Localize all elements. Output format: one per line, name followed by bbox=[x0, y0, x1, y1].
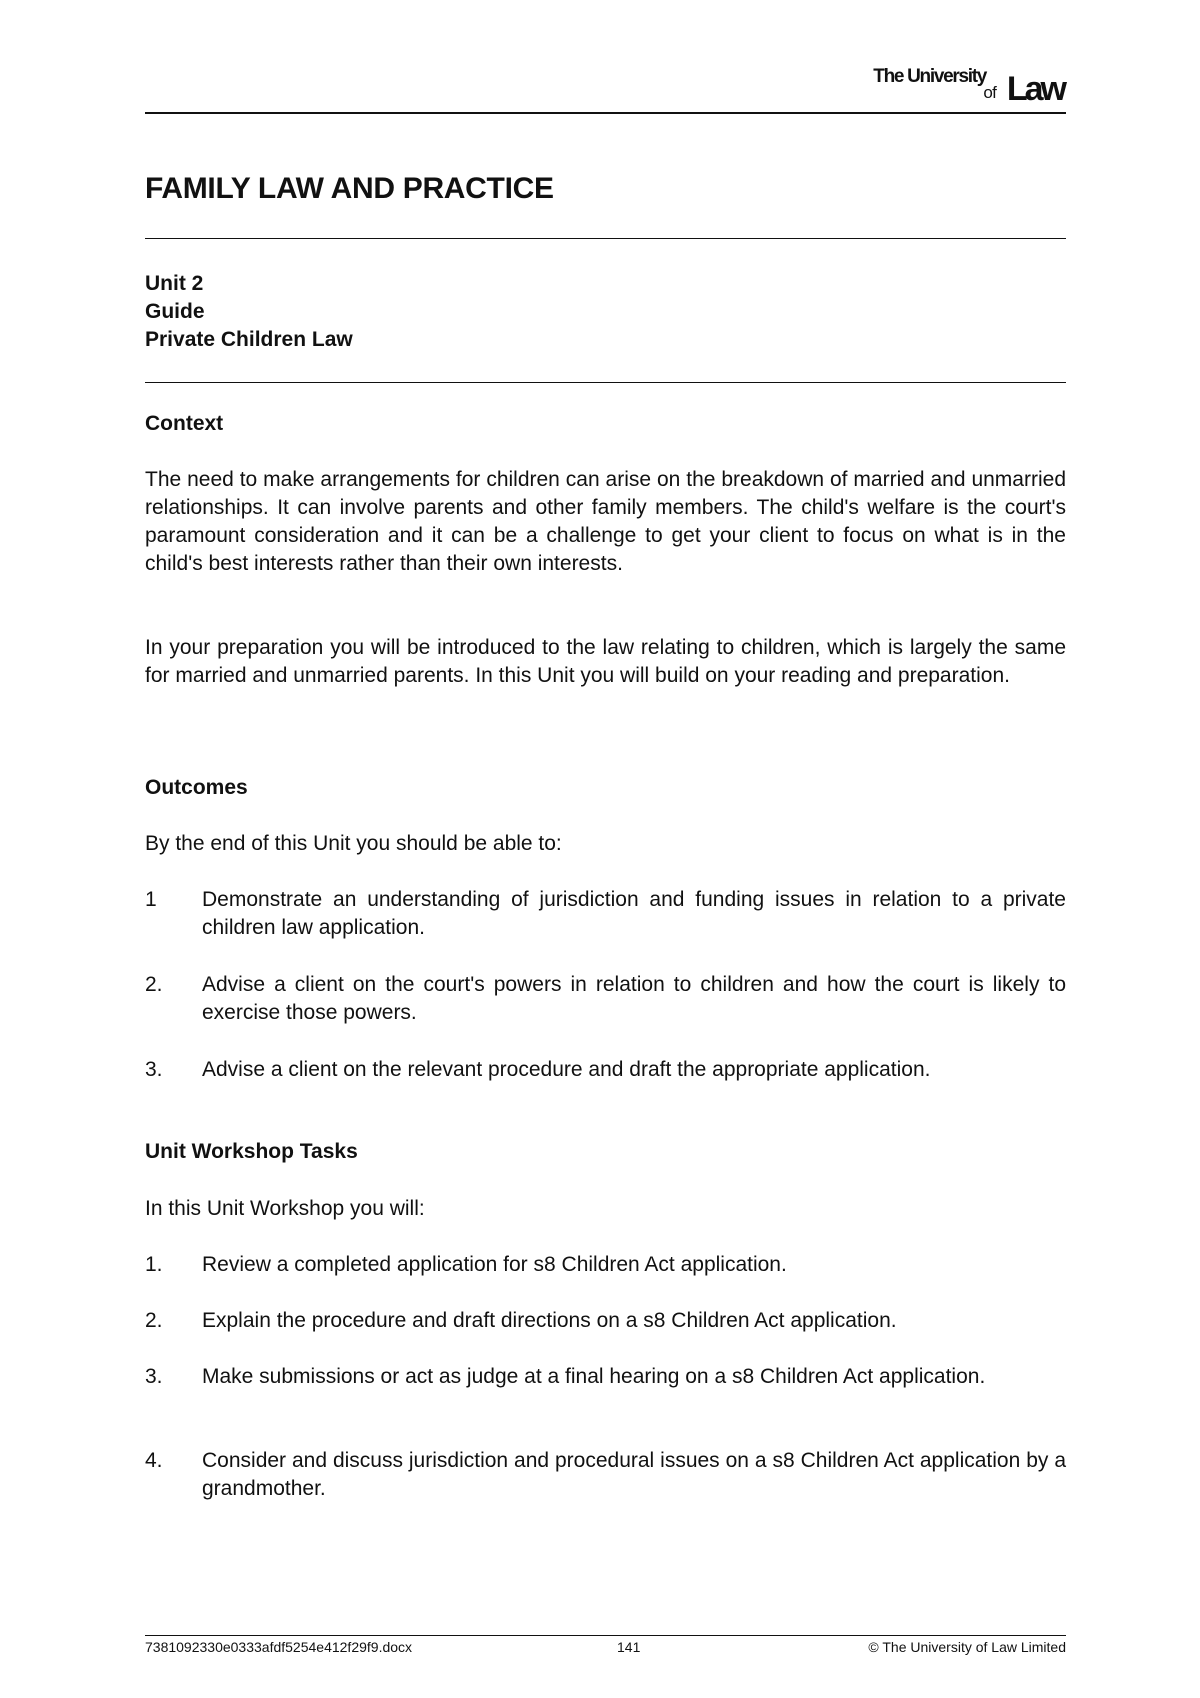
title-divider bbox=[145, 238, 1066, 239]
tasks-intro: In this Unit Workshop you will: bbox=[145, 1197, 425, 1220]
task-number: 2. bbox=[145, 1309, 163, 1332]
logo-text-university: The University bbox=[873, 66, 986, 87]
context-paragraph-2: In your preparation you will be introduced to the law relating to children, which is largely the same for married and unmarried parents. In this Unit you will build on your reading and preparation. bbox=[145, 636, 1066, 687]
outcome-text: Advise a client on the relevant procedure and draft the appropriate application. bbox=[202, 1058, 931, 1081]
outcome-text: Advise a client on the court's powers in relation to children and how the court is likely to exercise those powers. bbox=[202, 973, 1066, 1024]
outcome-text: Demonstrate an understanding of jurisdiction and funding issues in relation to a private children law application. bbox=[202, 888, 1066, 939]
outcome-number: 1 bbox=[145, 888, 157, 911]
task-item bbox=[145, 1447, 1066, 1503]
footer-copyright: © The University of Law Limited bbox=[868, 1639, 1066, 1655]
logo-text-law: Law bbox=[1006, 70, 1064, 108]
tasks-heading: Unit Workshop Tasks bbox=[145, 1140, 358, 1163]
unit-info bbox=[145, 270, 353, 354]
outcomes-heading: Outcomes bbox=[145, 776, 248, 799]
footer-filename: 7381092330e0333afdf5254e412f29f9.docx bbox=[145, 1639, 413, 1655]
context-heading: Context bbox=[145, 412, 224, 435]
task-text: Make submissions or act as judge at a final hearing on a s8 Children Act application. bbox=[202, 1365, 986, 1388]
context-paragraph-1: The need to make arrangements for children can arise on the breakdown of married and unmarried relationships. It can involve parents and other family members. The child's welfare is the court's paramount consideration and it can be a challenge to get your client to focus on what is in the child's best interests rather than their own interests. bbox=[145, 468, 1066, 575]
outcomes-intro: By the end of this Unit you should be able to: bbox=[145, 832, 562, 855]
footer-divider bbox=[145, 1635, 1066, 1636]
outcome-item bbox=[145, 971, 1066, 1027]
task-text: Consider and discuss jurisdiction and procedural issues on a s8 Children Act application by a grandmother. bbox=[202, 1449, 1066, 1500]
task-text: Review a completed application for s8 Children Act application. bbox=[202, 1253, 787, 1276]
task-item bbox=[145, 1363, 1066, 1391]
unit-type: Guide bbox=[145, 300, 205, 323]
outcome-item bbox=[145, 886, 1066, 942]
outcome-number: 3. bbox=[145, 1058, 163, 1081]
task-item bbox=[145, 1251, 1066, 1279]
task-number: 1. bbox=[145, 1253, 163, 1276]
logo-text-of: of bbox=[983, 83, 996, 102]
unit-number: Unit 2 bbox=[145, 272, 204, 295]
unit-name: Private Children Law bbox=[145, 328, 353, 351]
unit-divider bbox=[145, 382, 1066, 383]
outcome-number: 2. bbox=[145, 973, 163, 996]
university-of-law-logo bbox=[858, 66, 1068, 108]
header-divider bbox=[145, 112, 1066, 114]
outcome-item bbox=[145, 1056, 1066, 1084]
task-number: 3. bbox=[145, 1365, 163, 1388]
task-item bbox=[145, 1307, 1066, 1335]
footer-page-number: 141 bbox=[617, 1639, 641, 1655]
task-number: 4. bbox=[145, 1449, 163, 1472]
page-title: FAMILY LAW AND PRACTICE bbox=[145, 172, 554, 205]
task-text: Explain the procedure and draft directions on a s8 Children Act application. bbox=[202, 1309, 897, 1332]
